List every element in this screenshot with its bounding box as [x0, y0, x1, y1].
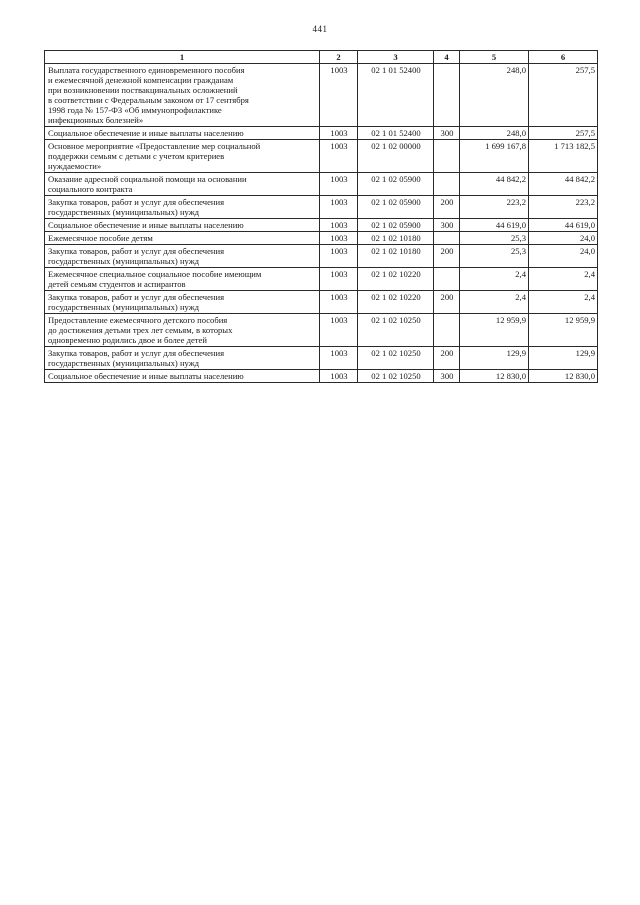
- row-sum1-cell: 12 830,0: [460, 370, 529, 383]
- row-name-cell: Социальное обеспечение и иные выплаты населению: [45, 219, 320, 232]
- row-sum1-cell: 2,4: [460, 268, 529, 291]
- row-name-cell: Закупка товаров, работ и услуг для обеспечения государственных (муниципальных) нужд: [45, 196, 320, 219]
- row-section-cell: 1003: [320, 196, 358, 219]
- row-name-cell: Ежемесячное пособие детям: [45, 232, 320, 245]
- table-row: [45, 245, 598, 268]
- row-sum2-cell: 257,5: [529, 64, 598, 127]
- row-sum1-cell: 12 959,9: [460, 314, 529, 347]
- row-csr-cell: 02 1 02 10250: [358, 314, 434, 347]
- row-csr-cell: 02 1 02 10220: [358, 268, 434, 291]
- row-vr-cell: 300: [434, 127, 460, 140]
- row-section-cell: 1003: [320, 347, 358, 370]
- row-vr-cell: [434, 140, 460, 173]
- row-csr-cell: 02 1 02 10180: [358, 245, 434, 268]
- row-sum2-cell: 223,2: [529, 196, 598, 219]
- row-csr-cell: 02 1 01 52400: [358, 127, 434, 140]
- row-vr-cell: 200: [434, 245, 460, 268]
- table-row: [45, 291, 598, 314]
- row-section-cell: 1003: [320, 127, 358, 140]
- row-sum2-cell: 44 619,0: [529, 219, 598, 232]
- row-sum2-cell: 257,5: [529, 127, 598, 140]
- row-sum1-cell: 223,2: [460, 196, 529, 219]
- row-vr-cell: [434, 173, 460, 196]
- row-csr-cell: 02 1 01 52400: [358, 64, 434, 127]
- row-csr-cell: 02 1 02 05900: [358, 219, 434, 232]
- row-name-cell: Ежемесячное специальное социальное пособие имеющим детей семьям студентов и аспирантов: [45, 268, 320, 291]
- row-sum1-cell: 248,0: [460, 64, 529, 127]
- row-sum2-cell: 24,0: [529, 232, 598, 245]
- row-name-cell: Основное мероприятие «Предоставление мер социальной поддержки семьям с детьми с учетом критериев нуждаемости»: [45, 140, 320, 173]
- table-row: [45, 196, 598, 219]
- table-row: [45, 64, 598, 127]
- row-sum2-cell: 12 959,9: [529, 314, 598, 347]
- table-row: [45, 140, 598, 173]
- row-vr-cell: [434, 268, 460, 291]
- row-sum2-cell: 1 713 182,5: [529, 140, 598, 173]
- row-csr-cell: 02 1 02 10250: [358, 347, 434, 370]
- row-section-cell: 1003: [320, 140, 358, 173]
- row-section-cell: 1003: [320, 291, 358, 314]
- table-row: [45, 370, 598, 383]
- row-sum1-cell: 44 619,0: [460, 219, 529, 232]
- table-row: [45, 219, 598, 232]
- row-vr-cell: [434, 314, 460, 347]
- row-sum2-cell: 2,4: [529, 291, 598, 314]
- row-name-cell: Выплата государственного единовременного пособия и ежемесячной денежной компенсации гражданам при возникновении поствакцинальных осложнений в соответствии с Федеральным законом от 17 сентября 1998 года № 157-ФЗ «Об иммунопрофилактике инфекционных болезней»: [45, 64, 320, 127]
- row-csr-cell: 02 1 02 05900: [358, 173, 434, 196]
- column-header: 1: [45, 51, 320, 64]
- table-row: [45, 127, 598, 140]
- row-sum2-cell: 24,0: [529, 245, 598, 268]
- column-header: 5: [460, 51, 529, 64]
- row-sum1-cell: 2,4: [460, 291, 529, 314]
- row-csr-cell: 02 1 02 10220: [358, 291, 434, 314]
- row-section-cell: 1003: [320, 219, 358, 232]
- page-number: 441: [312, 24, 328, 34]
- column-header: 2: [320, 51, 358, 64]
- column-header: 3: [358, 51, 434, 64]
- table-row: [45, 232, 598, 245]
- row-sum2-cell: 12 830,0: [529, 370, 598, 383]
- row-sum1-cell: 1 699 167,8: [460, 140, 529, 173]
- table-row: [45, 314, 598, 347]
- column-header: 4: [434, 51, 460, 64]
- row-csr-cell: 02 1 02 00000: [358, 140, 434, 173]
- row-name-cell: Социальное обеспечение и иные выплаты населению: [45, 370, 320, 383]
- row-name-cell: Социальное обеспечение и иные выплаты населению: [45, 127, 320, 140]
- row-name-cell: Закупка товаров, работ и услуг для обеспечения государственных (муниципальных) нужд: [45, 291, 320, 314]
- row-sum1-cell: 248,0: [460, 127, 529, 140]
- row-csr-cell: 02 1 02 05900: [358, 196, 434, 219]
- row-name-cell: Предоставление ежемесячного детского пособия до достижения детьми трех лет семьям, в которых одновременно родились двое и более детей: [45, 314, 320, 347]
- row-vr-cell: [434, 64, 460, 127]
- row-vr-cell: 200: [434, 347, 460, 370]
- row-csr-cell: 02 1 02 10250: [358, 370, 434, 383]
- row-section-cell: 1003: [320, 232, 358, 245]
- row-sum1-cell: 129,9: [460, 347, 529, 370]
- table-row: [45, 268, 598, 291]
- row-section-cell: 1003: [320, 64, 358, 127]
- row-sum2-cell: 44 842,2: [529, 173, 598, 196]
- row-sum2-cell: 2,4: [529, 268, 598, 291]
- row-vr-cell: 200: [434, 291, 460, 314]
- row-csr-cell: 02 1 02 10180: [358, 232, 434, 245]
- table-body: [45, 64, 598, 383]
- row-section-cell: 1003: [320, 314, 358, 347]
- row-section-cell: 1003: [320, 245, 358, 268]
- column-header: 6: [529, 51, 598, 64]
- budget-table: [44, 50, 598, 383]
- table-header-row: [45, 51, 598, 64]
- row-sum1-cell: 25,3: [460, 232, 529, 245]
- row-vr-cell: [434, 232, 460, 245]
- row-vr-cell: 300: [434, 219, 460, 232]
- table-row: [45, 173, 598, 196]
- table-row: [45, 347, 598, 370]
- row-section-cell: 1003: [320, 370, 358, 383]
- row-section-cell: 1003: [320, 268, 358, 291]
- row-name-cell: Закупка товаров, работ и услуг для обеспечения государственных (муниципальных) нужд: [45, 347, 320, 370]
- row-sum1-cell: 25,3: [460, 245, 529, 268]
- row-name-cell: Оказание адресной социальной помощи на основании социального контракта: [45, 173, 320, 196]
- row-sum1-cell: 44 842,2: [460, 173, 529, 196]
- row-section-cell: 1003: [320, 173, 358, 196]
- row-vr-cell: 200: [434, 196, 460, 219]
- row-sum2-cell: 129,9: [529, 347, 598, 370]
- row-name-cell: Закупка товаров, работ и услуг для обеспечения государственных (муниципальных) нужд: [45, 245, 320, 268]
- row-vr-cell: 300: [434, 370, 460, 383]
